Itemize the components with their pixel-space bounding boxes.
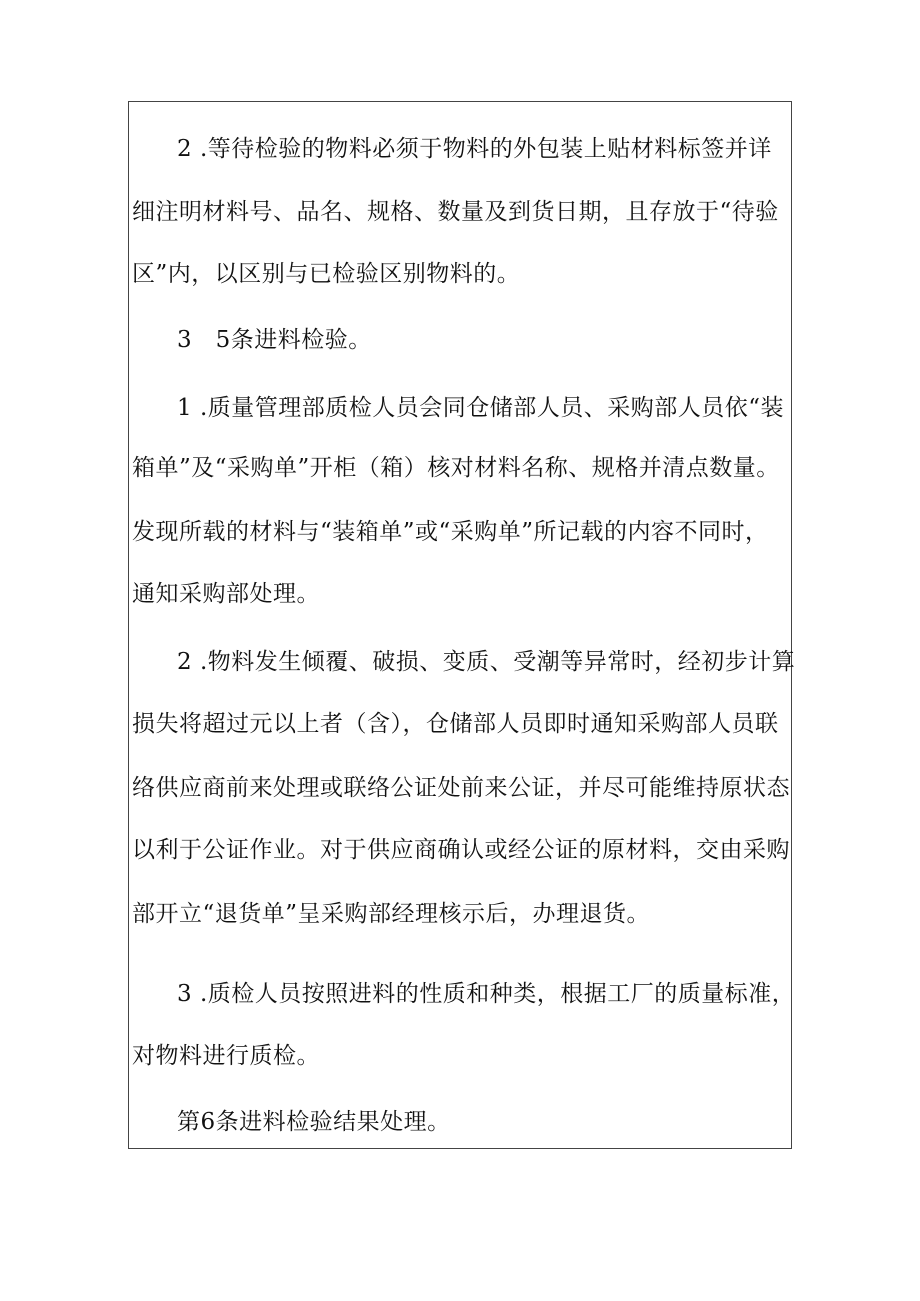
text-line: 损失将超过元以上者（含），仓储部人员即时通知采购部人员联 (132, 711, 779, 737)
text-line: 通知采购部处理。 (132, 581, 320, 607)
text-line: 2 .等待检验的物料必须于物料的外包装上贴材料标签并详 (177, 136, 772, 162)
document-frame (128, 101, 796, 1149)
text-line: 3 5条进料检验。 (177, 327, 372, 353)
text-line: 3 .质检人员按照进料的性质和种类，根据工厂的质量标准， (177, 981, 796, 1007)
text-line: 发现所载的材料与“装箱单”或“采购单”所记载的内容不同时， (132, 519, 769, 545)
text-line: 区”内，以区别与已检验区别物料的。 (132, 261, 521, 287)
text-line: 2 .物料发生倾覆、破损、变质、受潮等异常时，经初步计算 (177, 649, 796, 675)
text-line: 对物料进行质检。 (132, 1043, 320, 1069)
text-line: 以利于公证作业。对于供应商确认或经公证的原材料，交由采购 (132, 837, 790, 863)
text-line: 细注明材料号、品名、规格、数量及到货日期，且存放于“待验 (132, 199, 779, 225)
text-line: 部开立“退货单”呈采购部经理核示后，办理退货。 (132, 901, 651, 927)
text-line: 第6条进料检验结果处理。 (177, 1109, 451, 1135)
text-line: 1 .质量管理部质检人员会同仓储部人员、采购部人员依“装 (177, 395, 785, 421)
text-line: 箱单”及“采购单”开柜（箱）核对材料名称、规格并清点数量。 (132, 455, 780, 481)
text-line: 络供应商前来处理或联络公证处前来公证，并尽可能维持原状态 (132, 775, 790, 801)
